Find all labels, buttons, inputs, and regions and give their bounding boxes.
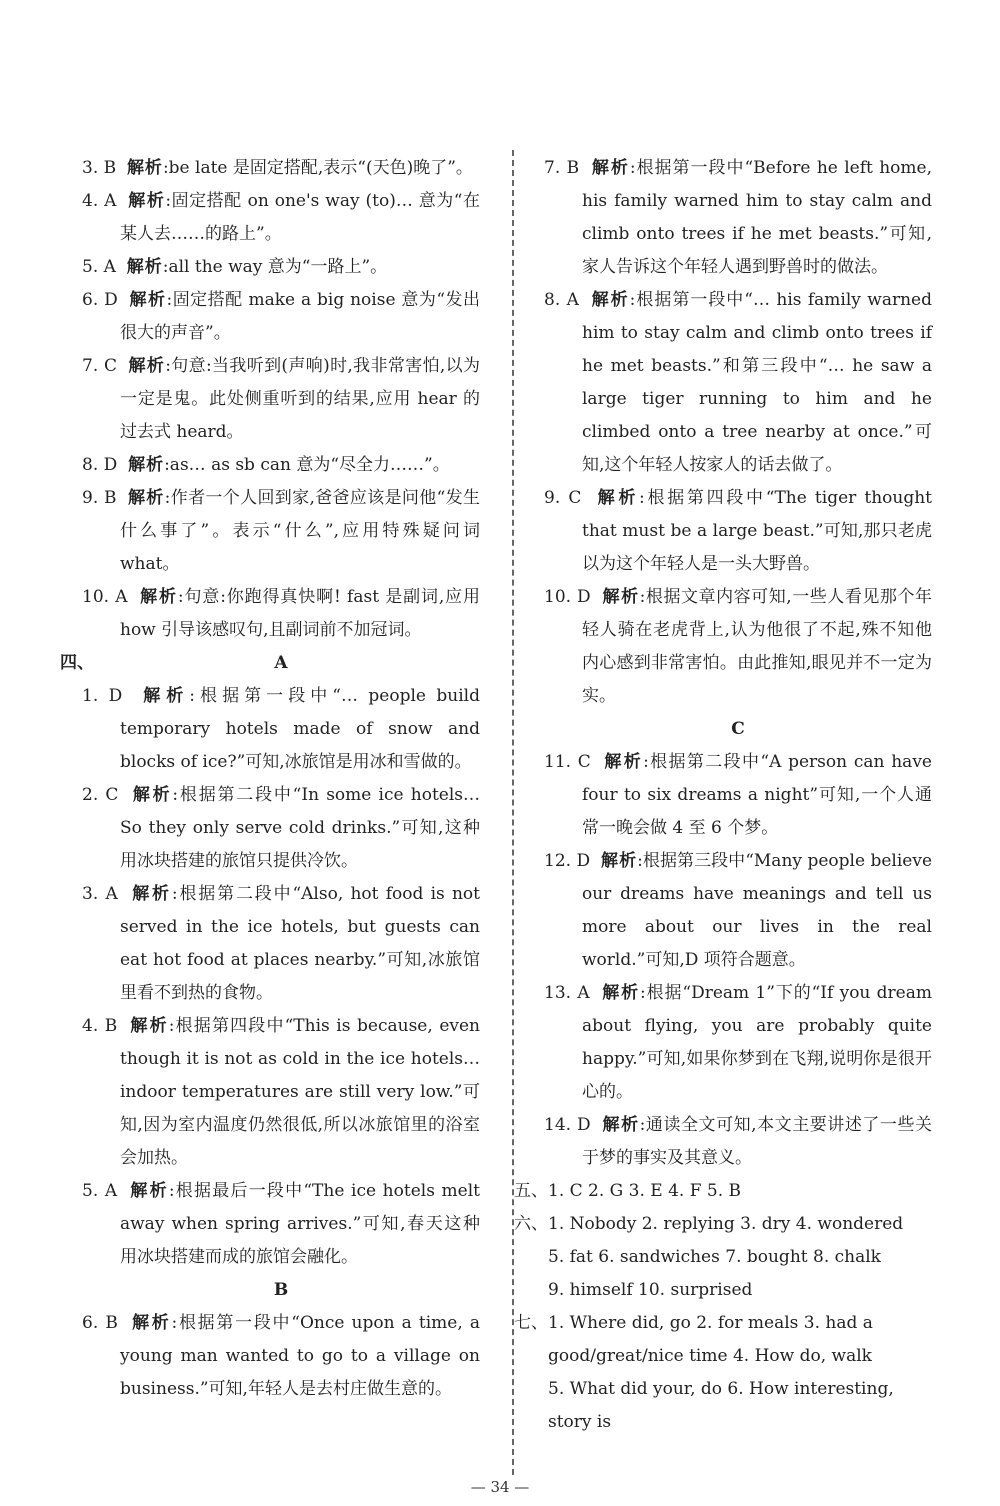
section-seven-line: 1. Where did, go 2. for meals 3. had a [548,1313,873,1333]
section-five-mark: 五、 [514,1181,548,1201]
answer-item [82,779,480,878]
answer-number: 9. C [544,488,582,508]
left-items-a [82,680,480,1274]
analysis-tag: 解析 [128,455,165,475]
answer-number: 6. D [82,290,118,310]
analysis-text: :根据最后一段中“The ice hotels melt away when spring arrives.”可知,春天这种用冰块搭建而成的旅馆会融化。 [120,1181,480,1267]
answer-item [82,1010,480,1175]
section-seven-answers [514,1307,932,1439]
answer-number: 7. B [544,158,580,178]
answer-item [82,581,480,647]
section-seven-line: story is [548,1412,612,1432]
answer-item [544,581,932,713]
analysis-tag: 解析 [126,158,163,178]
analysis-text: :根据文章内容可知,一些人看见那个年轻人骑在老虎背上,认为他很了不起,殊不知他内心感到非常害怕。由此推知,眼见并不一定为实。 [582,587,933,706]
answer-item [544,746,932,845]
analysis-text: :as… as sb can 意为“尽全力……”。 [164,455,450,475]
answer-item [82,185,480,251]
analysis-tag: 解析 [602,1115,640,1135]
analysis-text: :all the way 意为“一路上”。 [162,257,388,277]
answer-number: 10. A [82,587,128,607]
answer-item [82,482,480,581]
answer-item [544,977,932,1109]
section-six-answers [514,1208,932,1307]
answer-number: 7. C [82,356,117,376]
answer-item [82,152,480,185]
analysis-text: :根据第一段中“Before he left home, his family warned him to stay calm and climb onto trees if he met beasts.”可知,家人告诉这个年轻人遇到野兽时的做法。 [582,158,932,277]
section-six-mark: 六、 [514,1214,548,1234]
analysis-tag: 解析 [602,983,640,1003]
section-four-mark: 四、 [60,653,94,673]
analysis-tag: 解析 [128,356,166,376]
section-four-heading [60,647,480,680]
passage-a-label: A [274,653,288,673]
left-items-top [82,152,480,647]
section-five-text: 1. C 2. G 3. E 4. F 5. B [548,1181,742,1201]
answer-number: 14. D [544,1115,591,1135]
analysis-tag: 解析 [597,488,640,508]
right-items-b [544,152,932,713]
analysis-text: :根据第一段中“… his family warned him to stay calm and climb onto trees if he met beasts.”和第三段中“… he saw a large tiger running to him and he climbed onto a tree nearby at once.”可知,这个年轻人按家人的话去做了。 [582,290,932,475]
answer-number: 3. B [82,158,117,178]
answer-number: 2. C [82,785,119,805]
answer-number: 12. D [544,851,591,871]
answer-number: 9. B [82,488,117,508]
analysis-tag: 解析 [143,686,190,706]
answer-number: 3. A [82,884,118,904]
analysis-tag: 解析 [140,587,178,607]
analysis-tag: 解析 [127,488,165,508]
answer-number: 13. A [544,983,590,1003]
answer-number: 8. A [544,290,579,310]
analysis-text: :根据第一段中“Once upon a time, a young man wanted to go to a village on business.”可知,年轻人是去村庄做生意的。 [120,1313,481,1399]
answer-number: 8. D [82,455,118,475]
analysis-tag: 解析 [601,851,638,871]
analysis-text: :根据第二段中“Also, hot food is not served in the ice hotels, but guests can eat hot food at places nearby.”可知,冰旅馆里看不到热的食物。 [120,884,480,1003]
analysis-text: :根据第三段中“Many people believe our dreams have meanings and tell us more about our lives in the real world.”可知,D 项符合题意。 [582,851,933,970]
answer-item [82,251,480,284]
analysis-tag: 解析 [126,257,163,277]
page-number: — 34 — [470,1478,530,1496]
answer-number: 1. D [82,686,123,706]
left-items-b [82,1307,480,1406]
answer-number: 5. A [82,257,116,277]
right-items-c [544,746,932,1175]
answer-number: 11. C [544,752,591,772]
analysis-text: :根据第一段中“… people build temporary hotels made of snow and blocks of ice?”可知,冰旅馆是用冰和雪做的。 [120,686,480,772]
analysis-tag: 解析 [591,290,630,310]
answer-item [544,1109,932,1175]
right-column [514,152,933,1439]
section-seven-mark: 七、 [514,1313,548,1333]
passage-c-label: C [731,719,745,739]
section-five-answers [514,1175,932,1208]
answer-number: 6. B [82,1313,118,1333]
section-seven-line: 5. What did your, do 6. How interesting, [548,1379,894,1399]
answer-item [82,680,480,779]
analysis-tag: 解析 [604,752,644,772]
section-six-line: 5. fat 6. sandwiches 7. bought 8. chalk [548,1247,881,1267]
answer-item [82,1175,480,1274]
analysis-tag: 解析 [132,884,172,904]
analysis-text: :根据第二段中“In some ice hotels… So they only serve cold drinks.”可知,这种用冰块搭建的旅馆只提供冷饮。 [120,785,480,871]
analysis-text: :根据第四段中“The tiger thought that must be a large beast.”可知,那只老虎以为这个年轻人是一头大野兽。 [582,488,933,574]
passage-b-label: B [273,1280,289,1300]
answer-item [82,449,480,482]
analysis-tag: 解析 [129,290,167,310]
answer-number: 5. A [82,1181,118,1201]
answer-number: 10. D [544,587,591,607]
answer-number: 4. A [82,191,117,211]
analysis-tag: 解析 [130,1181,169,1201]
section-six-line: 9. himself 10. surprised [548,1280,753,1300]
analysis-text: :be late 是固定搭配,表示“(天色)晚了”。 [162,158,473,178]
left-column [60,152,481,1406]
answer-number: 4. B [82,1016,118,1036]
analysis-tag: 解析 [130,1016,169,1036]
analysis-text: :句意:当我听到(声响)时,我非常害怕,以为一定是鬼。此处侧重听到的结果,应用 hear 的过去式 heard。 [120,356,481,442]
analysis-text: :固定搭配 on one's way (to)… 意为“在某人去……的路上”。 [120,191,481,244]
analysis-tag: 解析 [591,158,630,178]
analysis-text: :根据第四段中“This is because, even though it is not as cold in the ice hotels… indoor temperatures are still very low.”可知,因为室内温度仍然很低,所以冰旅馆里的浴室会加热。 [120,1016,481,1168]
answer-item [544,284,932,482]
analysis-text: :句意:你跑得真快啊! fast 是副词,应用 how 引导该感叹句,且副词前不加冠词。 [120,587,481,640]
section-six-line: 1. Nobody 2. replying 3. dry 4. wondered [548,1214,904,1234]
analysis-tag: 解析 [602,587,640,607]
analysis-text: :作者一个人回到家,爸爸应该是问他“发生什么事了”。表示“什么”,应用特殊疑问词 what。 [120,488,480,574]
analysis-tag: 解析 [128,191,166,211]
analysis-text: :固定搭配 make a big noise 意为“发出很大的声音”。 [120,290,481,343]
answer-item [544,845,932,977]
analysis-text: :根据“Dream 1”下的“If you dream about flying, you are probably quite happy.”可知,如果你梦到在飞翔,说明你是很开心的。 [582,983,932,1102]
answer-item [544,482,932,581]
section-seven-line: good/great/nice time 4. How do, walk [548,1346,872,1366]
answer-item [82,350,480,449]
analysis-text: :根据第二段中“A person can have four to six dreams a night”可知,一个人通常一晚会做 4 至 6 个梦。 [582,752,932,838]
analysis-text: :通读全文可知,本文主要讲述了一些关于梦的事实及其意义。 [582,1115,933,1168]
answer-item [82,1307,480,1406]
analysis-tag: 解析 [132,1313,172,1333]
analysis-tag: 解析 [132,785,173,805]
answer-item [544,152,932,284]
answer-item [82,878,480,1010]
answer-item [82,284,480,350]
column-divider [512,150,514,1475]
